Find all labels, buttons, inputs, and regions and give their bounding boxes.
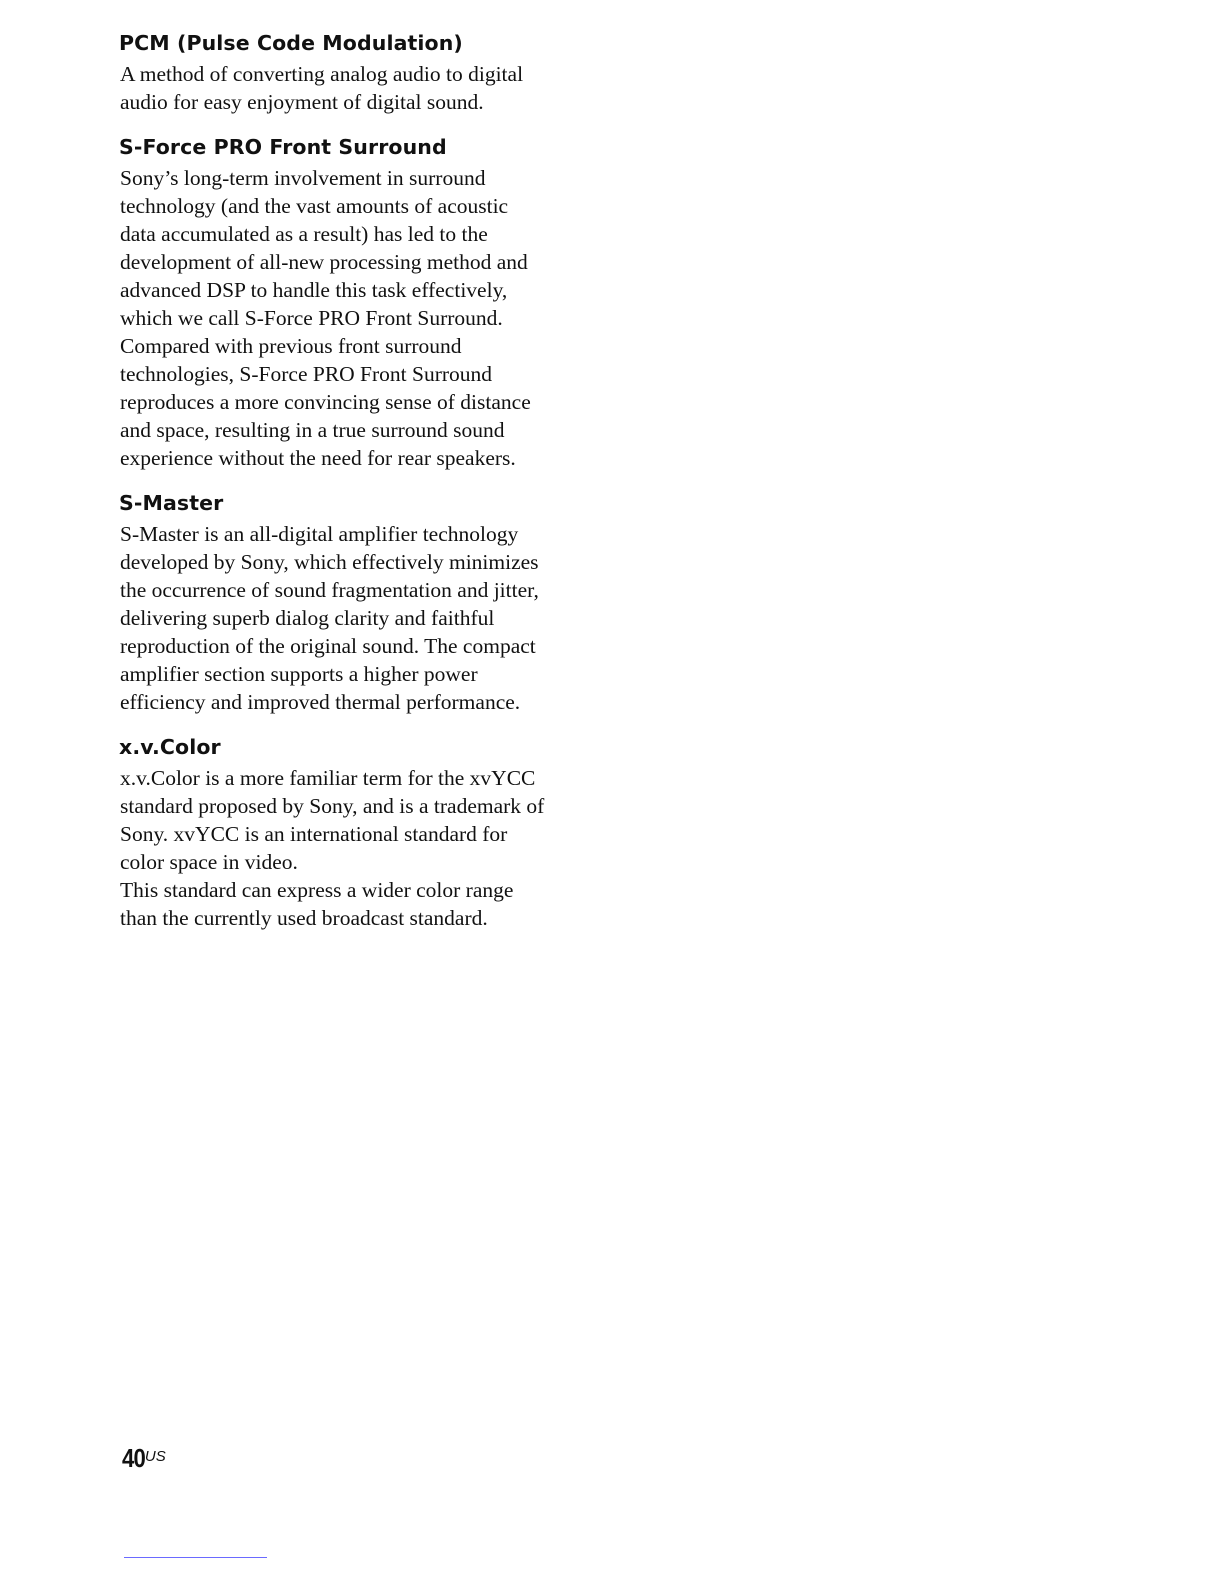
definition-line: standard proposed by Sony, and is a trademark of: [120, 794, 545, 818]
page-number: [122, 1443, 166, 1473]
definition-line: amplifier section supports a higher power: [120, 662, 478, 686]
glossary-entry-xv-color: [119, 732, 569, 932]
definition-line: advanced DSP to handle this task effectively,: [120, 278, 508, 302]
footer-rule: [124, 1557, 267, 1558]
definition-line: reproduction of the original sound. The compact: [120, 634, 536, 658]
definition-line: color space in video.: [120, 850, 298, 874]
glossary-entry-s-force-pro-front-surround: [119, 132, 569, 472]
definition-line: delivering superb dialog clarity and faithful: [120, 606, 495, 630]
term-heading: S-Force PRO Front Surround: [119, 135, 447, 159]
definition-line: A method of converting analog audio to digital: [120, 62, 524, 86]
term-heading: S-Master: [119, 491, 224, 515]
definition-line: experience without the need for rear speakers.: [120, 446, 516, 470]
definition-line: technology (and the vast amounts of acoustic: [120, 194, 509, 218]
definition-line: and space, resulting in a true surround sound: [120, 418, 505, 442]
definition-line: developed by Sony, which effectively minimizes: [120, 550, 539, 574]
glossary-column: [119, 28, 569, 948]
page-number-value: 40: [122, 1443, 145, 1473]
definition-line: than the currently used broadcast standard.: [120, 906, 488, 930]
definition-line: audio for easy enjoyment of digital sound.: [120, 90, 484, 114]
definition-line: technologies, S-Force PRO Front Surround: [120, 362, 493, 386]
definition-line: efficiency and improved thermal performance.: [120, 690, 521, 714]
term-definition: [119, 60, 569, 116]
term-heading: PCM (Pulse Code Modulation): [119, 31, 463, 55]
definition-line: which we call S-Force PRO Front Surround.: [120, 306, 503, 330]
definition-line: Sony. xvYCC is an international standard for: [120, 822, 508, 846]
definition-line: the occurrence of sound fragmentation and jitter,: [120, 578, 539, 602]
term-definition: [119, 164, 569, 472]
glossary-entry-pcm: [119, 28, 569, 116]
term-definition: [119, 764, 569, 932]
page-number-suffix: US: [144, 1448, 166, 1465]
definition-line: x.v.Color is a more familiar term for the xvYCC: [120, 766, 536, 790]
glossary-entry-s-master: [119, 488, 569, 716]
definition-line: Compared with previous front surround: [120, 334, 462, 358]
definition-line: S-Master is an all-digital amplifier technology: [120, 522, 519, 546]
term-heading: x.v.Color: [119, 735, 221, 759]
definition-line: development of all-new processing method and: [120, 250, 528, 274]
definition-line: This standard can express a wider color range: [120, 878, 514, 902]
term-definition: [119, 520, 569, 716]
definition-line: Sony’s long-term involvement in surround: [120, 166, 486, 190]
definition-line: reproduces a more convincing sense of distance: [120, 390, 531, 414]
definition-line: data accumulated as a result) has led to the: [120, 222, 488, 246]
